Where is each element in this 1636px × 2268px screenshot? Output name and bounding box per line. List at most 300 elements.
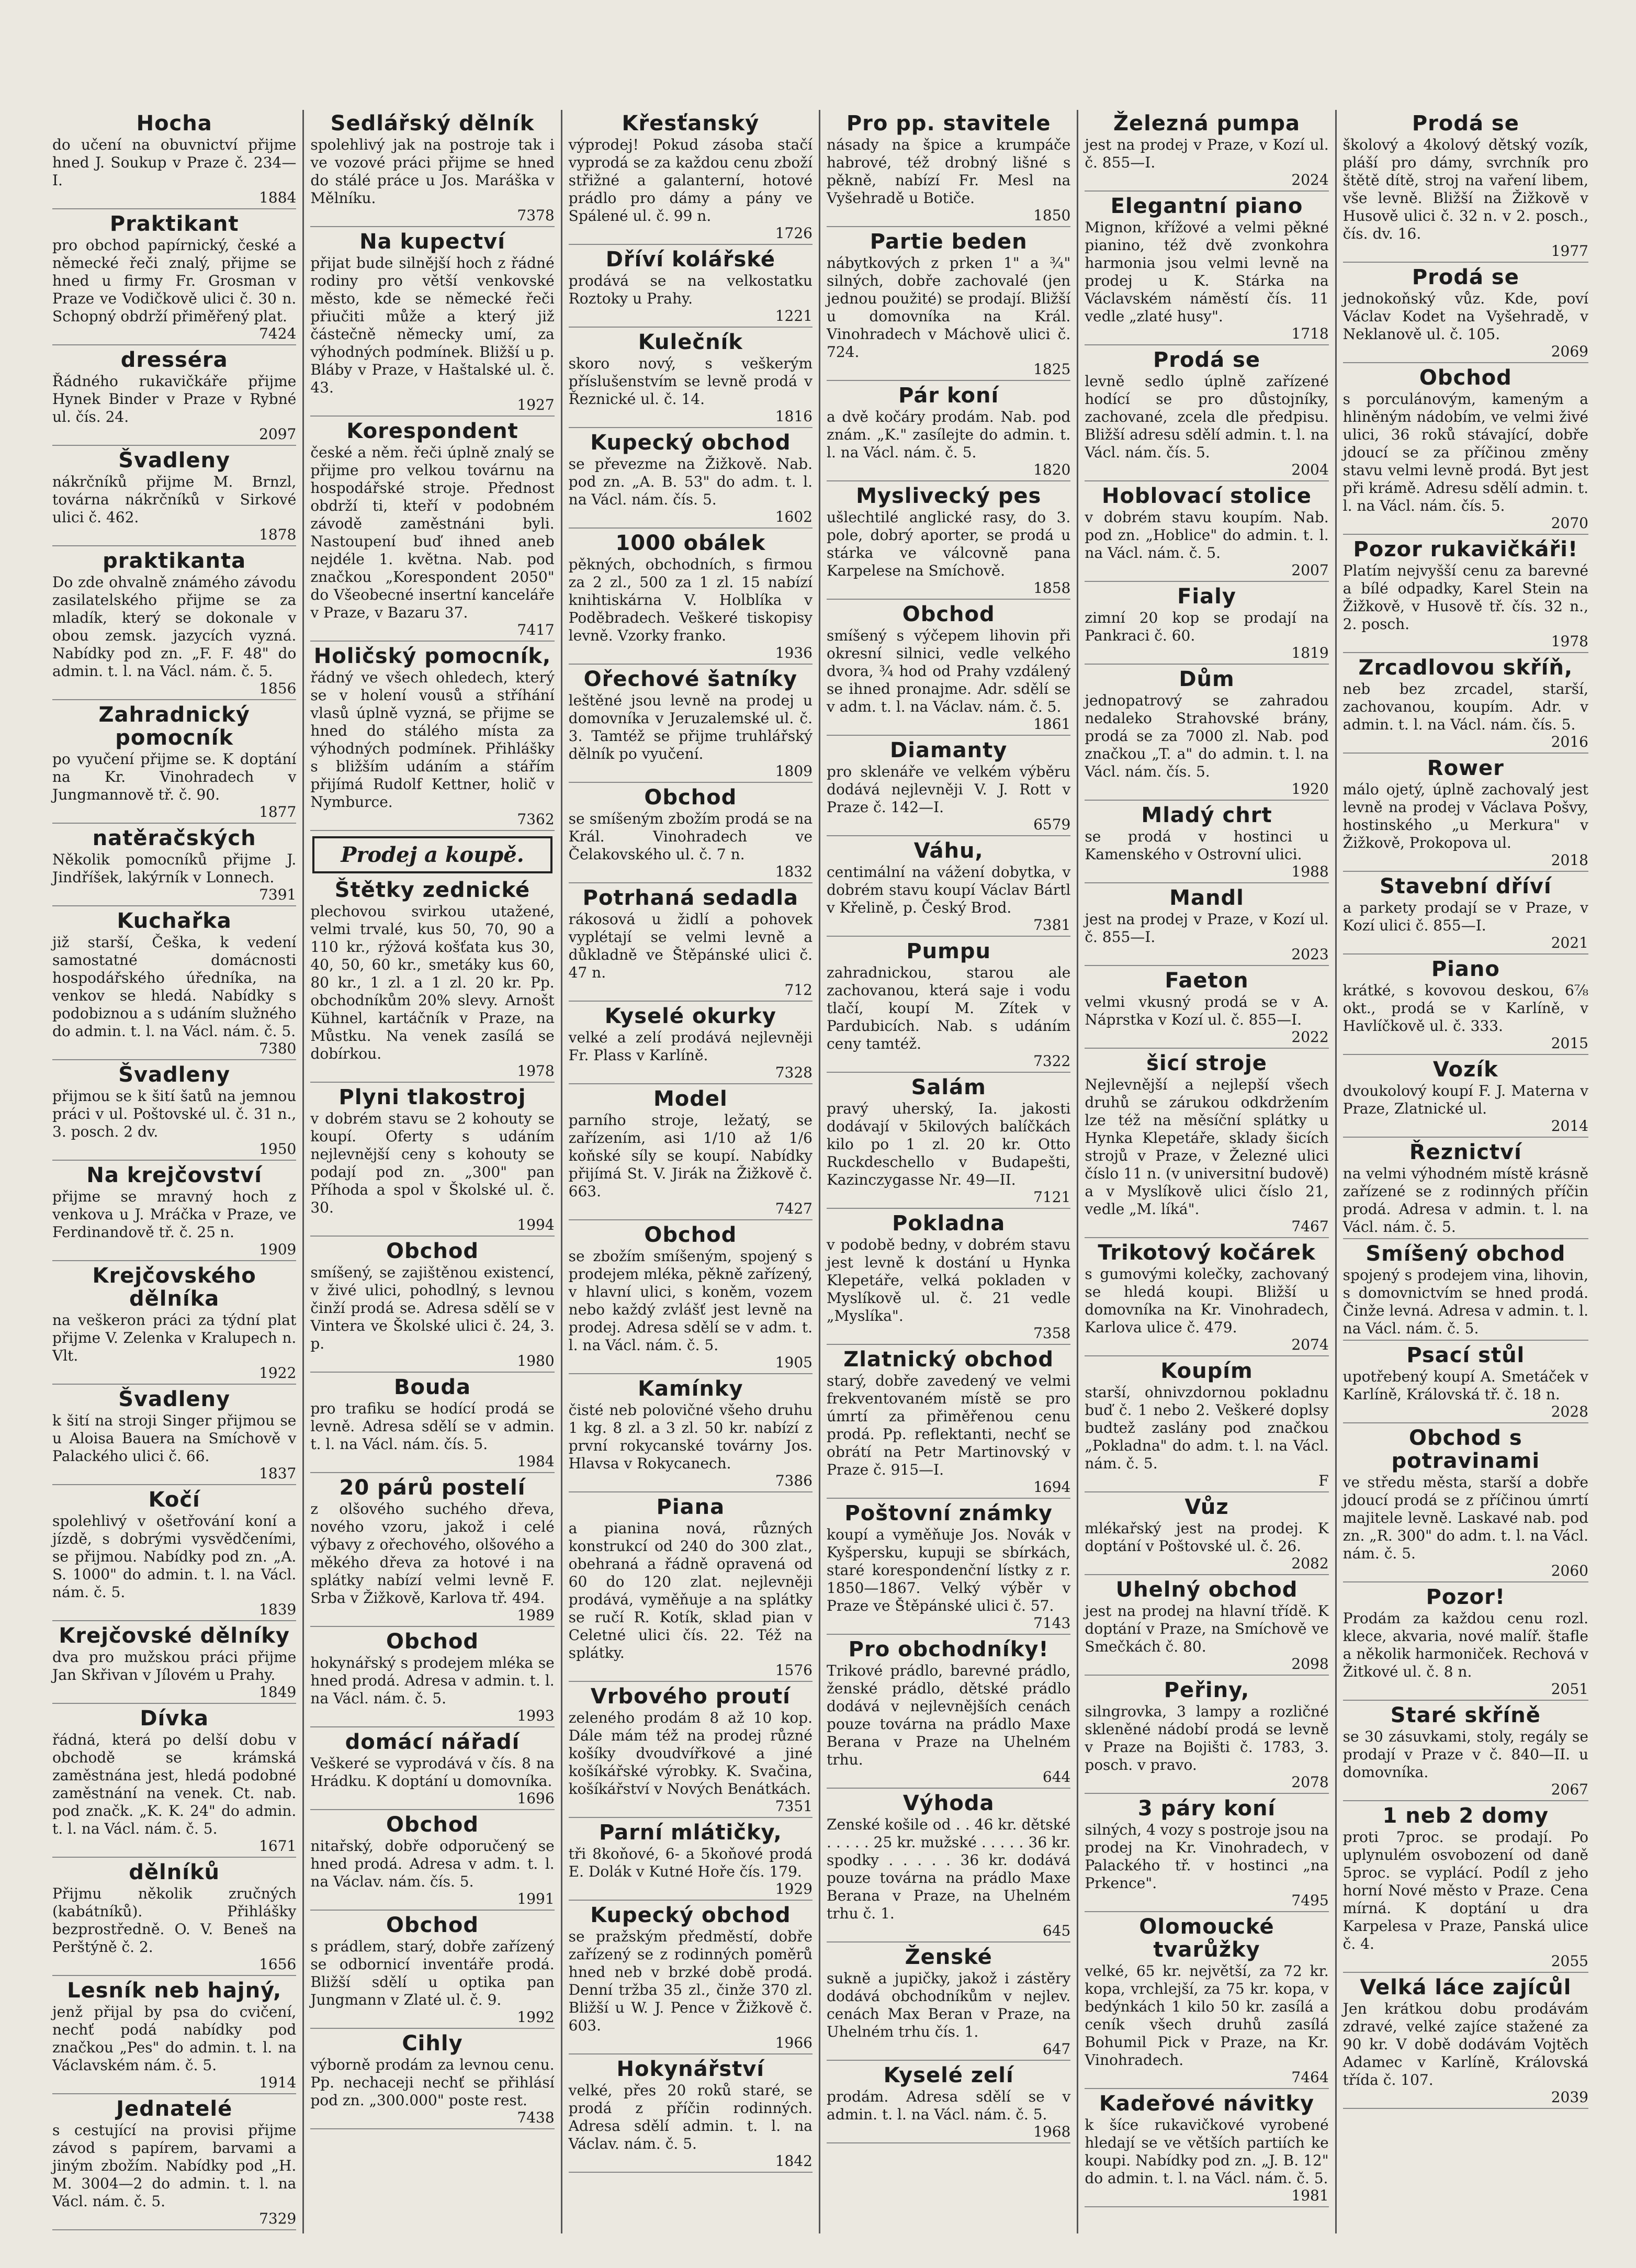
- classified-ad: [827, 384, 1070, 481]
- classified-ad: [569, 2058, 813, 2173]
- ad-heading: Pro obchodníky!: [848, 1637, 1049, 1661]
- ad-text: a pianina nová, různých konstrukcí od 240 do 300 zlat., obehraná a řádně opravená od 60 do 120 zlat. nejlevněji prodává, vyměňuje a na splátky se ručí R. Kotík, sklad pian v Celetné ulici čís. 22. Též na splátky.: [568, 1520, 813, 1661]
- ad-text: parního stroje, ležatý, se zařízením, asi 1/10 až 1/6 koňské síly se koupí. Nabídky přijímá St. V. Jirák na Žižkově č. 663.: [568, 1111, 813, 1200]
- classified-ad: [1343, 1704, 1588, 1801]
- ad-heading: Zahradnický pomocník: [98, 703, 250, 750]
- ad-number: 1671: [259, 1837, 297, 1855]
- classified-ad: [827, 603, 1070, 736]
- classified-ad: [1343, 112, 1588, 263]
- ad-text: do učení na obuvnictví přijme hned J. Soukup v Praze č. 234—I.: [52, 136, 297, 189]
- ad-number: 7329: [259, 2210, 297, 2227]
- ad-heading: Model: [653, 1087, 728, 1111]
- ad-text: prodám. Adresa sdělí se v admin. t. l. na Václ. nám. č. 5.: [827, 2088, 1071, 2123]
- ad-number: 1989: [517, 1607, 555, 1624]
- ad-heading: Prodá se: [1153, 348, 1260, 372]
- ad-number: 2021: [1551, 934, 1588, 951]
- ad-text: k šití na stroji Singer přijmou se u Aloisa Bauera na Smíchově v Palackého ulici č. 66.: [52, 1412, 297, 1465]
- classified-ad: [1343, 1976, 1588, 2109]
- classified-ad: [310, 230, 554, 417]
- ad-heading: Obchod: [644, 785, 737, 810]
- ad-text: dvoukolový koupí F. J. Materna v Praze, Zlatnické ul.: [1342, 1082, 1588, 1117]
- ad-text: již starší, Češka, k vedení samostatné domácnosti hospodářského úředníka, na venkov se hledá. Nabídky s podobiznou a s udáním služného do admin. t. l. na Václ. nám. č. 5.: [52, 934, 297, 1040]
- classified-ad: [1343, 538, 1588, 653]
- classified-ad: [569, 1377, 813, 1492]
- ad-heading: Kupecký obchod: [590, 431, 791, 455]
- ad-number: 1980: [517, 1352, 555, 1369]
- classified-ad: [827, 485, 1070, 600]
- ad-number: 712: [784, 981, 813, 998]
- ad-number: 1927: [517, 396, 555, 413]
- classified-ad: [52, 1164, 296, 1261]
- classified-ad: [52, 1388, 296, 1485]
- ad-number: 1978: [517, 1062, 555, 1080]
- ad-text: starý, dobře zavedený ve velmi frekventovaném místě se pro úmrtí za přiměřenou cenu prodá. Pp. reflektanti, nechť se obrátí na Petr Martinovský v Praze č. 915—I.: [827, 1372, 1071, 1478]
- ad-number: 1878: [259, 526, 297, 543]
- column-2: [304, 110, 562, 2233]
- ad-text: výborně prodám za levnou cenu. Pp. nechaceji nechť se přihlásí pod zn. „300.000" poste rest.: [310, 2056, 555, 2109]
- ad-text: levně sedlo úplně zařízené hodící se pro důstojníky, zachované, zcela dle předpisu. Bližší adresu sdělí admin. t. l. na Václ. nám. čís. 5.: [1085, 373, 1329, 461]
- column-6: [1337, 110, 1595, 2233]
- classified-ad: [1085, 112, 1328, 192]
- ad-number: 647: [1042, 2040, 1071, 2058]
- classified-ad: [1343, 1141, 1588, 1239]
- ad-text: s cestující na provisi přijme závod s papírem, barvami a jiným zbožím. Nabídky pod „H. M. 3004—2 do admin. t. l. na Václ. nám. č. 5.: [52, 2121, 297, 2210]
- ad-heading: Švadleny: [118, 1063, 231, 1087]
- ad-text: jest na prodej v Praze, v Kozí ul. č. 855—I.: [1085, 136, 1329, 171]
- classified-ad: [827, 1348, 1070, 1499]
- ad-text: Do zde ohvalně známého závodu zasilatelského přijme se za mladík, který se dokonale v obou zemsk. jazycích vyzná. Nabídky pod zn. „F. F. 48" do admin. t. l. na Václ. nám. č. 5.: [52, 574, 297, 680]
- ad-text: Platím nejvyšší cenu za barevné a bílé odpadky, Karel Stein na Žižkově, v Husově tř. čís. 32 n., 2. posch.: [1342, 562, 1588, 633]
- ad-heading: praktikanta: [103, 549, 246, 573]
- ad-number: 7438: [517, 2109, 555, 2126]
- ad-number: 1656: [259, 1956, 297, 1973]
- ad-heading: Obchod: [644, 1223, 737, 1247]
- classified-ad: [1085, 485, 1328, 582]
- ad-number: 2014: [1551, 1117, 1588, 1135]
- ad-heading: Cihly: [402, 2031, 463, 2056]
- classified-ad: [1085, 1915, 1328, 2089]
- ad-number: 6579: [1033, 816, 1071, 833]
- ad-heading: 3 páry koní: [1137, 1797, 1276, 1821]
- classified-ad: [52, 703, 296, 824]
- classified-ad: [52, 1707, 296, 1858]
- ad-text: sukně a jupičky, jakož i zástěry dodává obchodníkům v nejlev. cenách Max Beran v Praze, na Uhelném trhu čís. 1.: [827, 1970, 1071, 2040]
- ad-heading: Peřiny,: [1164, 1678, 1250, 1702]
- classified-ad: [1085, 1578, 1328, 1676]
- classified-ad: [310, 1476, 554, 1627]
- ad-number: 2055: [1551, 1952, 1588, 1970]
- classified-ad: [569, 248, 813, 328]
- ad-number: 1950: [259, 1140, 297, 1158]
- ad-text: na veškeron práci za týdní plat přijme V. Zelenka v Kralupech n. Vlt.: [52, 1311, 297, 1364]
- ad-heading: Dívka: [140, 1706, 209, 1731]
- ad-number: 7380: [259, 1040, 297, 1057]
- ad-heading: Psací stůl: [1406, 1343, 1525, 1367]
- ad-heading: Dům: [1179, 667, 1235, 691]
- classified-ad: [1085, 969, 1328, 1049]
- classified-ad: [827, 1638, 1070, 1789]
- classified-ad: [52, 827, 296, 906]
- ad-number: 1816: [775, 408, 813, 425]
- ad-text: jenž přijal by psa do cvičení, nechť podá nabídky pod značkou „Pes" do admin. t. l. na Václavském nám. č. 5.: [52, 2003, 297, 2074]
- ad-heading: Vůz: [1184, 1495, 1229, 1519]
- ad-text: Trikové prádlo, barevné prádlo, ženské prádlo, dětské prádlo dodává v nejlevnějších cenách pouze továrna na prádlo Maxe Berana v Praze na Uhelném trhu.: [827, 1662, 1071, 1768]
- ad-text: velké, 65 kr. největší, za 72 kr. kopa, vrchlejší, za 75 kr. kopa, v bedýnkách 1 kilo 50 kr. zasílá a ceník všech druhů zasílá Bohumil Pick v Praze, na Kr. Vinohradech.: [1085, 1962, 1329, 2069]
- ad-number: 2070: [1551, 514, 1588, 532]
- classified-ad: [52, 212, 296, 345]
- ad-number: 1809: [775, 762, 813, 780]
- classified-ad: [52, 1264, 296, 1385]
- ad-number: 1884: [259, 189, 297, 206]
- ad-heading: Ženské: [905, 1945, 992, 1969]
- ad-heading: Zlatnický obchod: [843, 1348, 1054, 1372]
- ad-heading: Prodá se: [1412, 265, 1519, 289]
- ad-text: nábytkových z prken 1" a ¾" silných, dobře zachovalé (jen jednou použité) se prodají. Bližší u domovníka na Král. Vinohradech v Máchově ulici č. 724.: [827, 254, 1071, 361]
- classified-ad: [1085, 585, 1328, 665]
- ad-text: leštěné jsou levně na prodej u domovníka v Jeruzalemské ul. č. 3. Tamtéž se přijme truhlářský dělník po vyučení.: [568, 692, 813, 762]
- ad-heading: Myslivecký pes: [856, 484, 1042, 508]
- classified-ad: [1343, 1804, 1588, 1973]
- ad-heading: Elegantní piano: [1110, 194, 1303, 218]
- classified-ad: [310, 1376, 554, 1473]
- ad-heading: natěračských: [92, 826, 256, 850]
- ad-heading: Kočí: [148, 1488, 200, 1512]
- ad-text: centimální na vážení dobytka, v dobrém stavu koupí Václav Bártl v Křelině, p. Český Brod.: [827, 863, 1071, 916]
- ad-number: 1694: [1033, 1478, 1071, 1496]
- ad-heading: domácí nářadí: [345, 1730, 520, 1754]
- column-3: [562, 110, 820, 2233]
- classified-ad: [827, 1502, 1070, 1635]
- ad-heading: dělníků: [129, 1860, 220, 1884]
- ad-text: tři 8koňové, 6- a 5koňové prodá E. Dolák v Kutné Hoře čís. 179.: [568, 1845, 813, 1880]
- ad-number: 2023: [1291, 946, 1329, 963]
- classified-ad: [1085, 1679, 1328, 1794]
- ad-number: 2016: [1551, 733, 1588, 750]
- classified-ad: [1343, 1586, 1588, 1701]
- ad-number: 2082: [1291, 1555, 1329, 1572]
- classified-ad: [1343, 1242, 1588, 1341]
- classified-ad: [827, 2064, 1070, 2143]
- ad-heading: Jednatelé: [116, 2097, 233, 2121]
- ad-heading: Mandl: [1169, 886, 1244, 910]
- ad-text: české a něm. řeči úplně znalý se přijme pro velkou továrnu na hospodářské stroje. Přednost obdrží ti, kteří v podobném závodě zaměstnáni byli. Nastoupení buď ihned aneb nejdéle 1. května. Nab. pod značkou „Korespondent 2050" do Všeobecné insertní kanceláře v Praze, v Bazaru 37.: [310, 444, 555, 621]
- ad-heading: Výhoda: [902, 1791, 995, 1815]
- classified-ad: [310, 420, 554, 642]
- classified-ad: [1343, 875, 1588, 955]
- ad-heading: Mladý chrt: [1141, 803, 1272, 827]
- ad-heading: Olomoucké tvarůžky: [1139, 1915, 1274, 1962]
- ad-text: řádný ve všech ohledech, který se v holení vousů a stříhání vlasů úplně vyzná, se přijme se hned do stálého místa za výhodných podmínek. Přihlášky s bližším udáním a stářím přijímá Rudolf Kettner, holič v Nymburce.: [310, 669, 555, 811]
- ad-heading: Krejčovského dělníka: [92, 1264, 256, 1311]
- ad-text: jednokoňský vůz. Kde, poví Václav Kodet na Vyšehradě, v Neklanově ul. č. 105.: [1342, 290, 1588, 343]
- ad-number: 7467: [1291, 1218, 1329, 1235]
- ad-text: koupí a vyměňuje Jos. Novák v Kyšpersku, kupuji se sbírkách, staré korespondenční lístky z r. 1850—1867. Velký výběr v Praze ve Štěpánské ulici č. 57.: [827, 1526, 1071, 1614]
- ad-text: starší, ohnivzdornou pokladnu buď č. 1 nebo 2. Veškeré doplsy budtež zaslány pod značkou „Pokladna" do adm. t. l. na Václ. nám. č. 5.: [1085, 1384, 1329, 1472]
- ad-number: 2069: [1551, 343, 1588, 360]
- ad-number: 1981: [1291, 2187, 1329, 2204]
- ad-number: 2024: [1291, 171, 1329, 188]
- ad-heading: Váhu,: [913, 839, 984, 863]
- ad-heading: Plyni tlakostroj: [339, 1085, 526, 1109]
- classified-ad: [569, 1087, 813, 1220]
- ad-number: 1922: [259, 1364, 297, 1382]
- classified-ad: [52, 1488, 296, 1621]
- classified-ad: [1085, 1797, 1328, 1912]
- ad-heading: dresséra: [120, 348, 228, 372]
- ad-heading: Smíšený obchod: [1366, 1242, 1566, 1266]
- ad-text: výprodej! Pokud zásoba stačí vyprodá se za každou cenu zboží střižné a galanterní, hotové prádlo pro dámy a pány ve Spálené ul. č. 99 n.: [568, 136, 813, 224]
- ad-text: čisté neb polovičné všeho druhu 1 kg. 8 zl. a 3 zl. 50 kr. nabízí z první rokycanské továrny Jos. Hlavsa v Rokycanech.: [568, 1401, 813, 1472]
- ad-text: plechovou svirkou utažené, velmi trvalé, kus 50, 70, 90 a 110 kr., rýžová košťata kus 30, 40, 50, 60 kr., smetáky kus 60, 80 kr., 1 zl. a 1 zl. 20 kr. Pp. obchodníkům 20% slevy. Arnošt Kühnel, kartáčník v Praze, na Můstku. Na venek zasílá se dobírkou.: [310, 903, 555, 1062]
- ad-text: přijat bude silnější hoch z řádné rodiny pro větší venkovské město, kde se německé řeči přiučiti může a který již částečně německy umí, za výhodných podmínek. Bližší u p. Bláby v Praze, v Haštalské ul. č. 43.: [310, 254, 555, 396]
- ad-number: 2067: [1551, 1781, 1588, 1798]
- ad-heading: Kyselé okurky: [604, 1004, 776, 1028]
- classified-ad: [827, 230, 1070, 381]
- ad-number: 7322: [1033, 1052, 1071, 1070]
- ad-number: 2022: [1291, 1028, 1329, 1046]
- ad-text: pravý uherský, Ia. jakosti dodávají v 5kilových balíčkách kilo po 1 zl. 20 kr. Otto Ruckdeschello v Budapešti, Kazinczygasse Nr. 49—II.: [827, 1100, 1071, 1188]
- classified-ad: [1085, 1052, 1328, 1238]
- ad-heading: Zrcadlovou skříň,: [1358, 656, 1573, 680]
- ad-heading: Parní mlátičky,: [599, 1821, 782, 1845]
- classified-ad: [827, 112, 1070, 227]
- ad-heading: Salám: [911, 1075, 986, 1099]
- ad-heading: Praktikant: [109, 212, 239, 236]
- ad-number: 1819: [1291, 644, 1329, 661]
- ad-number: 1909: [259, 1241, 297, 1258]
- ad-text: jednopatrový se zahradou nedaleko Strahovské brány, prodá se za 7000 zl. Nab. pod značkou „T. a" do admin. t. l. na Václ. nám. čís. 5.: [1085, 692, 1329, 780]
- classified-ad: [827, 1076, 1070, 1209]
- ad-heading: Poštovní známky: [844, 1501, 1053, 1525]
- ad-heading: Bouda: [393, 1375, 471, 1399]
- classified-ad: [569, 1223, 813, 1374]
- ad-number: 1920: [1291, 780, 1329, 798]
- ad-text: pro trafiku se hodící prodá se levně. Adresa sdělí se v admin. t. l. na Václ. nám. čís. 5.: [310, 1400, 555, 1453]
- ad-number: 1576: [775, 1661, 813, 1679]
- ad-number: 7143: [1033, 1614, 1071, 1632]
- classified-ad: [569, 1904, 813, 2054]
- ad-heading: Vrbového proutí: [590, 1685, 791, 1709]
- ad-heading: Prodá se: [1412, 111, 1519, 136]
- ad-number: 1994: [517, 1216, 555, 1233]
- column-4: [820, 110, 1078, 2233]
- ad-heading: Pár koní: [898, 384, 999, 408]
- ad-heading: Dříví kolářské: [605, 248, 775, 272]
- ad-heading: Řeznictví: [1409, 1140, 1522, 1164]
- classified-ad: [1085, 1241, 1328, 1356]
- ad-text: Řádného rukavičkáře přijme Hynek Binder v Praze v Rybné ul. čís. 24.: [52, 373, 297, 425]
- classified-ad: [52, 1979, 296, 2094]
- ad-number: 7391: [259, 886, 297, 903]
- ad-heading: Holičský pomocník,: [313, 644, 551, 668]
- ad-text: upotřebený koupí A. Smetáček v Karlíně, Královská tř. č. 18 n.: [1342, 1368, 1588, 1403]
- classified-ad: [52, 1063, 296, 1161]
- ad-text: na velmi výhodném místě krásně zařízené se z rodinných příčin prodá. Adresa v admin. t. l. na Václ. nám. č. 5.: [1342, 1165, 1588, 1236]
- classified-ad: [827, 839, 1070, 937]
- ad-number: 1977: [1551, 242, 1588, 260]
- classified-ad: [569, 1821, 813, 1901]
- ad-text: spolehlivý v ošetřování koní a jízdě, s dobrými vysvědčeními, se přijmou. Nabídky pod zn. „A. S. 1000" do admin. t. l. na Václ. nám. č. 5.: [52, 1512, 297, 1601]
- ad-number: 1832: [775, 863, 813, 880]
- ad-heading: Hokynářství: [616, 2057, 765, 2081]
- ad-heading: šicí stroje: [1146, 1051, 1267, 1075]
- ad-heading: Velká láce zajícůl: [1360, 1975, 1572, 2000]
- ad-text: hokynářský s prodejem mléka se hned prodá. Adresa v admin. t. l. na Václ. nám. č. 5.: [310, 1654, 555, 1707]
- classified-ad: [310, 1813, 554, 1911]
- ad-text: prodává se na velkostatku Roztoky u Prahy.: [568, 272, 813, 307]
- classified-ad: [310, 1914, 554, 2029]
- ad-text: se pražským předměstí, dobře zařízený se z rodinných poměrů hned neb v brzké době prodá. Denní tržba 35 zl., činže 370 zl. Bližší u W. J. Pence v Žižkově č. 603.: [568, 1928, 813, 2034]
- ad-number: 2051: [1551, 1680, 1588, 1698]
- ad-text: v dobrém stavu se 2 kohouty se koupí. Oferty s udáním nejlevnější ceny s kohouty se podají pod zn. „300" pan Příhoda a spol v Školské ul. č. 30.: [310, 1110, 555, 1216]
- classified-ad: [52, 2097, 296, 2230]
- ad-heading: Kupecký obchod: [590, 1903, 791, 1927]
- ad-text: skoro nový, s veškerým příslušenstvím se levně prodá v Řeznické ul. č. 14.: [568, 355, 813, 408]
- ad-heading: Na kupectví: [359, 230, 505, 254]
- ad-number: 7358: [1033, 1324, 1071, 1342]
- ad-heading: Trikotový kočárek: [1098, 1241, 1316, 1265]
- ad-number: 2074: [1291, 1336, 1329, 1353]
- classified-ad: [569, 431, 813, 529]
- ad-text: se zbožím smíšeným, spojený s prodejem mléka, pěkně zařízený, v hlavní ulici, s koněm, vozem nebo každý zvlášť jest levně na prodej. Adresa sdělí se v adm. t. l. na Václ. nám. č. 5.: [568, 1248, 813, 1354]
- ad-text: smíšený s výčepem lihovin při okresní silnici, vedle velkého dvora, ¾ hod od Prahy vzdálený se ihned pronajme. Adr. sdělí se v adm. t. l. na Václav. nám. č. 5.: [827, 627, 1071, 715]
- ad-heading: Piano: [1431, 957, 1500, 981]
- ad-heading: Železná pumpa: [1113, 111, 1301, 136]
- ad-number: 1221: [775, 307, 813, 324]
- ad-text: s prádlem, starý, dobře zařízený se odbornicí inventáře prodá. Bližší sdělí u optika pan Jungmann v Zlaté ul. č. 9.: [310, 1938, 555, 2008]
- classified-ad: [310, 1240, 554, 1373]
- ad-heading: Obchod: [386, 1239, 479, 1263]
- ad-heading: Obchod: [386, 1630, 479, 1654]
- ad-text: pro obchod papírnický, české a německé řeči znalý, přijme se hned u firmy Fr. Grosman v Praze ve Vodičkově ulici č. 30 n. Schopný obdrží přiměřený plat.: [52, 237, 297, 325]
- ad-heading: Na krejčovství: [86, 1163, 262, 1187]
- ad-text: se převezme na Žižkově. Nab. pod zn. „A. B. 53" do adm. t. l. na Václ. nám. čís. 5.: [568, 455, 813, 508]
- ad-text: pěkných, obchodních, s firmou za 2 zl., 500 za 1 zl. 15 nabízí knihtiskárna V. Holblíka v Poděbradech. Veškeré tiskopisy levně. Vzorky franko.: [568, 556, 813, 644]
- ad-heading: Pro pp. stavitele: [846, 111, 1051, 136]
- ad-heading: Koupím: [1160, 1359, 1253, 1383]
- ad-heading: Pozor rukavičkáři!: [1353, 537, 1578, 562]
- ad-heading: Obchod s potravinami: [1391, 1426, 1540, 1473]
- ad-heading: Korespondent: [346, 419, 518, 443]
- classified-ad: [569, 331, 813, 428]
- classified-ad: [569, 668, 813, 783]
- classified-ad: [569, 112, 813, 245]
- ad-text: školový a 4kolový dětský vozík, pláší pro dámy, svrchník pro štětě dítě, stroj na vaření libem, vše levně. Bližší na Žižkově v Husově ulici č. 32 n. v 2. posch., čís. dv. 16.: [1342, 136, 1588, 242]
- ad-heading: Hoblovací stolice: [1102, 484, 1312, 508]
- ad-heading: Kamínky: [638, 1377, 743, 1401]
- ad-number: 2097: [259, 425, 297, 443]
- ad-text: a parkety prodají se v Praze, v Kozí ulici č. 855—I.: [1342, 899, 1588, 934]
- ad-number: 7328: [775, 1064, 813, 1081]
- ad-text: Prodám za každou cenu rozl. klece, akvaria, nové malíř. štafle a několik harmoniček. Rechová v Žitkové ul. č. 8 n.: [1342, 1610, 1588, 1680]
- ad-text: násady na špice a krumpáče habrové, též drobný lišné s pěkně, nabízí Fr. Mesl na Vyšehradě u Botiče.: [827, 136, 1071, 207]
- classified-ad: [310, 1630, 554, 1727]
- ad-number: 1858: [1033, 579, 1071, 597]
- classified-ad: [827, 940, 1070, 1073]
- ad-heading: Štětky zednické: [334, 878, 531, 902]
- classified-ad: [1343, 1344, 1588, 1423]
- ad-heading: Ořechové šatníky: [583, 667, 798, 691]
- ad-number: 645: [1042, 1922, 1071, 1939]
- ad-heading: 1000 obálek: [615, 531, 766, 555]
- ad-text: velké a zelí prodává nejlevněji Fr. Plass v Karlíně.: [568, 1029, 813, 1064]
- ad-heading: 20 párů postelí: [339, 1476, 526, 1500]
- classified-ad: [310, 879, 554, 1083]
- ad-text: řádná, která po delší dobu v obchodě se krámská zaměstnána jest, hledá podobné zaměstnání na venek. Ct. nab. pod značk. „K. K. 24" do admin. t. l. na Václ. nám. č. 5.: [52, 1731, 297, 1837]
- classified-ad: [52, 449, 296, 546]
- classified-ad: [52, 549, 296, 700]
- ad-text: ušlechtilé anglické rasy, do 3. pole, dobrý aporter, se prodá u stárka ve válcovně pana Karpelese na Smíchově.: [827, 509, 1071, 579]
- ad-number: 7378: [517, 207, 555, 224]
- classified-ad: [569, 532, 813, 665]
- classified-ad: [1085, 1360, 1328, 1492]
- ad-heading: Kyselé zelí: [883, 2063, 1014, 2087]
- ad-text: velké, přes 20 roků staré, se prodá z příčin rodinných. Adresa sdělí admin. t. l. na Václav. nám. č. 5.: [568, 2082, 813, 2152]
- ad-text: rákosová u židlí a pohovek vyplétají se velmi levně a důkladně ve Štěpánské ulici č. 47 n.: [568, 911, 813, 981]
- classified-columns: [46, 110, 1595, 2227]
- ad-heading: Vozík: [1432, 1058, 1498, 1082]
- ad-text: přijme se mravný hoch z venkova u J. Mráčka v Praze, ve Ferdinandově tř. č. 25 n.: [52, 1188, 297, 1241]
- classified-ad: [52, 910, 296, 1060]
- ad-heading: 1 neb 2 domy: [1382, 1804, 1549, 1828]
- classified-ad: [310, 1731, 554, 1810]
- ad-text: pro sklenáře ve velkém výběru dodává nejlevněji V. J. Rott v Praze č. 142—I.: [827, 763, 1071, 816]
- ad-text: krátké, s kovovou deskou, 6⅞ okt., prodá se v Karlíně, v Havlíčkově ul. č. 333.: [1342, 982, 1588, 1035]
- ad-number: 1966: [775, 2034, 813, 2051]
- classified-ad: [310, 645, 554, 831]
- ad-number: 7386: [775, 1472, 813, 1489]
- ad-number: 1877: [259, 803, 297, 821]
- ad-number: 1850: [1033, 207, 1071, 224]
- classified-ad: [827, 1212, 1070, 1345]
- ad-heading: Pumpu: [906, 939, 991, 963]
- ad-text: ve středu města, starší a dobře jdoucí prodá se z příčinou úmrtí majitele levně. Laskavé nab. pod zn. „R. 300" do adm. t. l. na Václ. nám. č. 5.: [1342, 1474, 1588, 1562]
- ad-number: 1984: [517, 1453, 555, 1470]
- classified-ad: [1085, 349, 1328, 481]
- ad-heading: Kulečník: [638, 330, 743, 354]
- ad-number: 2060: [1551, 1562, 1588, 1579]
- ad-number: F: [1318, 1472, 1329, 1489]
- ad-heading: Rower: [1427, 756, 1504, 780]
- ad-heading: Krejčovské dělníky: [59, 1624, 290, 1648]
- classified-ad: [1085, 804, 1328, 883]
- classified-ad: [1085, 1496, 1328, 1575]
- ad-number: 7351: [775, 1798, 813, 1815]
- classified-ad: [569, 1685, 813, 1818]
- classified-ad: [1343, 366, 1588, 535]
- classified-ad: [827, 1792, 1070, 1943]
- ad-heading: Fialy: [1177, 585, 1236, 609]
- ad-text: zimní 20 kop se prodají na Pankraci č. 60.: [1085, 609, 1329, 644]
- ad-number: 1842: [775, 2152, 813, 2170]
- classified-ad: [1343, 1427, 1588, 1582]
- ad-number: 1861: [1033, 715, 1071, 733]
- ad-heading: Pozor!: [1426, 1585, 1506, 1609]
- ad-text: velmi vkusný prodá se v A. Náprstka v Kozí ul. č. 855—I.: [1085, 993, 1329, 1028]
- classified-ad: [569, 1005, 813, 1084]
- ad-text: Zenské košile od . . 46 kr. dětské . . . . . 25 kr. mužské . . . . . 36 kr. spodky . . . . . 36 kr. dodává pouze továrna na prádlo Maxe Berana v Praze, na Uhelném trhu č. 1.: [827, 1816, 1071, 1922]
- ad-number: 2078: [1291, 1773, 1329, 1791]
- classified-ad: [1085, 2092, 1328, 2207]
- ad-heading: Obchod: [386, 1913, 479, 1937]
- ad-text: a dvě kočáry prodám. Nab. pod znám. „K." zasílejte do admin. t. l. na Václ. nám. č. 5.: [827, 408, 1071, 461]
- ad-number: 1905: [775, 1354, 813, 1371]
- ad-heading: Kadeřové návitky: [1099, 2092, 1315, 2116]
- ad-number: 2028: [1551, 1403, 1588, 1420]
- classified-ad: [52, 1624, 296, 1704]
- ad-heading: Hocha: [136, 111, 212, 136]
- classified-ad: [1343, 1058, 1588, 1138]
